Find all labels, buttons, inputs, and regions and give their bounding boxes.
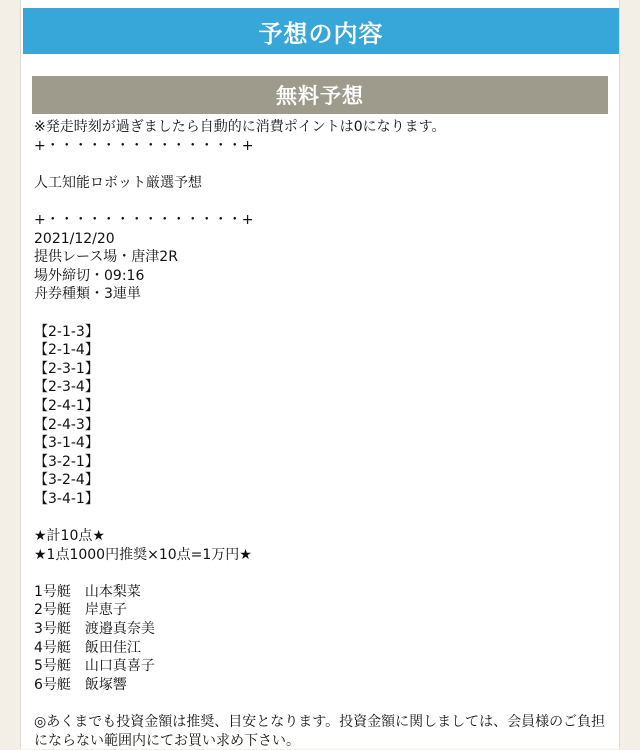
boat-racer: 5号艇 山口真喜子 <box>34 658 155 675</box>
combination-item: 【2-3-1】 <box>34 360 99 377</box>
combination-item: 【3-2-4】 <box>34 472 99 489</box>
divider-top: +・・・・・・・・・・・・・・+ <box>34 137 254 154</box>
boat-racer: 2号艇 岸恵子 <box>34 602 127 619</box>
prediction-heading: 人工知能ロボット厳選予想 <box>34 174 202 191</box>
boat-racer: 6号艇 飯塚響 <box>34 676 127 693</box>
footer-note: ◎あくまでも投資金額は推奨、目安となります。投資金額に関しましては、会員様のご負担にならない範囲内にてお買い求め下さい。 <box>34 714 606 749</box>
combination-item: 【3-4-1】 <box>34 490 99 507</box>
combination-item: 【2-1-3】 <box>34 323 99 340</box>
page-title-bar <box>23 8 619 54</box>
combination-item: 【2-4-1】 <box>34 397 99 414</box>
bet-recommendation: ★1点1000円推奨×10点=1万円★ <box>34 546 252 563</box>
combination-item: 【2-3-4】 <box>34 379 99 396</box>
notice-text: ※発走時刻が過ぎましたら自動的に消費ポイントは0になります。 <box>34 119 446 135</box>
ticket-type: 舟券種類・3連単 <box>34 286 141 303</box>
boat-racer: 1号艇 山本梨菜 <box>34 583 141 600</box>
blank-line <box>34 508 608 527</box>
divider-bottom: +・・・・・・・・・・・・・・+ <box>34 211 254 228</box>
section-title: 無料予想 <box>276 84 364 108</box>
boat-racer: 3号艇 渡邉真奈美 <box>34 621 155 638</box>
blank-line <box>34 304 608 323</box>
combination-item: 【2-4-3】 <box>34 416 99 433</box>
total-points: ★計10点★ <box>34 528 105 545</box>
combination-item: 【3-2-1】 <box>34 453 99 470</box>
blank-line <box>34 694 608 713</box>
section-title-bar <box>32 76 608 114</box>
blank-line <box>34 155 608 174</box>
blank-line <box>34 192 608 211</box>
boat-racer: 4号艇 飯田佳江 <box>34 639 141 656</box>
blank-line <box>34 564 608 583</box>
combination-item: 【3-1-4】 <box>34 435 99 452</box>
race-deadline: 場外締切・09:16 <box>34 267 145 284</box>
page-title: 予想の内容 <box>258 19 384 48</box>
race-venue: 提供レース場・唐津2R <box>34 249 178 266</box>
prediction-content <box>34 118 608 750</box>
combination-item: 【2-1-4】 <box>34 342 99 359</box>
race-date: 2021/12/20 <box>34 230 115 247</box>
